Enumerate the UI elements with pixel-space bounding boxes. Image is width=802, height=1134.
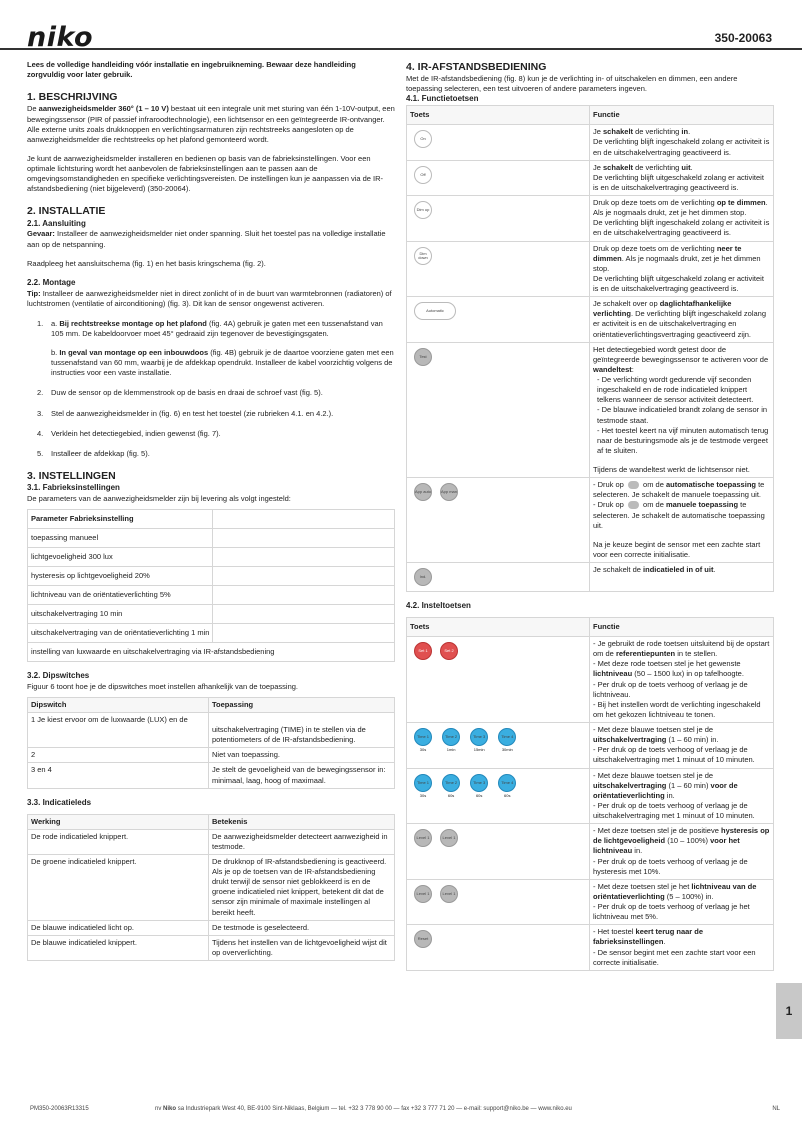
s2-tip: Tip: Installeer de aanwezigheidsmelder niet in direct zonlicht of in de buurt van warmtebronnen (radiatoren) of luchtstromen (ventilatie of airconditioning) (fig. 3). Dit kan de sensor ongewenst activeren. [27, 288, 392, 308]
table-row: Dipswitch Toepassing [28, 697, 395, 712]
table-row: Ind. Je schakelt de indicatieled in of uit. [407, 563, 774, 592]
table-row: Toets Functie [407, 617, 774, 636]
table-row: De blauwe indicatieled knippert. Tijdens het instellen van de lichtgevoeligheid wijst dit op oververlichting. [28, 935, 395, 960]
footer-language: NL [772, 1106, 780, 1112]
list-item: 2. Duw de sensor op de klemmenstrook op de basis en draai de schroef vast (fig. 5). [37, 388, 323, 398]
table-row: lichtgevoeligheid 300 lux [28, 548, 395, 567]
time-3-button-icon: Time 3 [470, 728, 488, 746]
installation-steps [37, 319, 395, 459]
reset-button-icon: Reset [414, 930, 432, 948]
s2-warning: Gevaar: Installeer de aanwezigheidsmelder niet onder spanning. Sluit het toestel pas na volledige installatie aan op de netspanning. [27, 229, 386, 249]
off-button-icon: Off [414, 166, 432, 184]
table-row: uitschakelvertraging 10 min [28, 605, 395, 624]
app-manual-button-icon: App man [440, 483, 458, 501]
s2-reference: Raadpleeg het aansluitschema (fig. 1) en het basis kringschema (fig. 2). [27, 258, 266, 268]
s3-sub-2-text: Figuur 6 toont hoe je de dipswitches moet instellen afhankelijk van de toepassing. [27, 681, 298, 691]
app-manual-inline-icon [628, 501, 639, 509]
setting-keys-table [406, 617, 774, 971]
set-2-button-icon: Set 2 [440, 642, 458, 660]
table-row: 3 en 4 Je stelt de gevoeligheid van de bewegingssensor in: minimaal, laag, hoog of maximaal. [28, 763, 395, 788]
table-row: Off Je schakelt de verlichting uit. De verlichting blijft uitgeschakeld zolang er activiteit is en de uitschakelvertraging geactiveerd is. [407, 160, 774, 195]
set-1-button-icon: Set 1 [414, 642, 432, 660]
level-3-button-icon: Level 1 [414, 885, 432, 903]
table-row: Level 1 Level 1 - Met deze toetsen stel je de positieve hysteresis op de lichtgevoeligheid (10 – 100%) voor het lichtniveau in. - Per druk op de toets verhoog of verlaag je de hysteresis met 10%. [407, 824, 774, 880]
s1-paragraph-2: Je kunt de aanwezigheidsmelder installeren en bedienen op basis van de fabrieksinstellingen. Voor een optimale lichtsturing wordt het aanbevolen de fabrieksinstellingen aan te passen aan de omgevingsomstandigheden en specifieke verlichtingsvereisten. De instellingen kun je aanpassen via de IR-afstandsbediening (niet bijgeleverd) (350-20064). [27, 153, 384, 194]
time-1-button-icon: Time 1 [414, 728, 432, 746]
section-2-title: 2. INSTALLATIE [27, 205, 106, 218]
header-bar [0, 22, 802, 53]
table-row: App auto App man - Druk op om de automatische toepassing te selecteren. Je schakelt de manuele toepassing uit. - Druk op om de manuele toepassing te selecteren. Je schakelt de automatische toepassing uit. Na je keuze begint de sensor met een zachte start voor een correcte initialisatie. [407, 478, 774, 563]
section-4-title: 4. IR-AFSTANDSBEDIENING [406, 61, 547, 73]
time-2-button-icon: Time 2 [442, 728, 460, 746]
automatic-button-icon: Automatic [414, 302, 456, 320]
page-number-tab: 1 [776, 983, 802, 1039]
indicator-button-icon: Ind. [414, 568, 432, 586]
table-row: lichtniveau van de oriëntatieverlichting 5% [28, 586, 395, 605]
niko-logo: niko [27, 22, 94, 53]
table-row: Toets Functie [407, 106, 774, 125]
table-row: hysteresis op lichtgevoeligheid 20% [28, 567, 395, 586]
table-row: Werking Betekenis [28, 814, 395, 829]
orientation-time-4-button-icon: Time 4 [498, 774, 516, 792]
s2-sub-2: 2.2. Montage [27, 277, 76, 287]
time-4-button-icon: Time 4 [498, 728, 516, 746]
s3-sub-1-text: De parameters van de aanwezigheidsmelder zijn bij levering als volgt ingesteld: [27, 493, 291, 503]
footer-code: PM350-20063R13315 [30, 1106, 89, 1112]
table-row: Level 1 Level 1 - Met deze toetsen stel je het lichtniveau van de oriëntatieverlichting (5 – 100%) in. - Per druk op de toets verhoog of verlaag je het lichtniveau met 5%. [407, 879, 774, 925]
indicator-led-table [27, 814, 395, 962]
app-auto-inline-icon [628, 481, 639, 489]
list-item: 4. Verklein het detectiegebied, indien gewenst (fig. 7). [37, 428, 221, 438]
s3-sub-3: 3.3. Indicatieleds [27, 797, 92, 807]
s3-sub-2: 3.2. Dipswitches [27, 671, 90, 681]
table-row: 1 Je kiest ervoor om de luxwaarde (LUX) en de uitschakelvertraging (TIME) in te stellen via de potentiometers of de IR-afstandsbediening. [28, 713, 395, 748]
set-description: - Je gebruikt de rode toetsen uitsluitend bij de opstart om de referentiepunten in te stellen. - Met deze rode toetsen stel je het gewenste lichtniveau (50 – 1500 lux) in op tafelhoogte. - Per druk op de toets verhoog of verlaag je de lichtniveau. - Bij het instellen wordt de verlichting ingeschakeld om het gekozen lichtniveau te tonen. [590, 637, 774, 723]
table-row: uitschakelvertraging van de oriëntatieverlichting 1 min [28, 624, 395, 643]
table-row: Reset - Het toestel keert terug naar de fabrieksinstellingen. - De sensor begint met een zachte start voor een correcte initialisatie. [407, 925, 774, 971]
table-row: Test Het detectiegebied wordt getest door de geïntegreerde bewegingssensor te activeren voor de wandeltest: - De verlichting wordt gedurende vijf seconden ingeschakeld en de rode indicatieled knippert telkens wanneer de sensor activiteit detecteert. - De blauwe indicatieled brandt zolang de sensor in testmode staat. - Het toestel keert na vijf minuten automatisch terug naar de besturingsmode als je de testmode vergeet af te sluiten. Tijdens de wandeltest werkt de lichtsensor niet. [407, 342, 774, 478]
table-row: 2 Niet van toepassing. [28, 748, 395, 763]
s3-sub-1: 3.1. Fabrieksinstellingen [27, 483, 120, 493]
table-row: Dim down Druk op deze toets om de verlichting neer te dimmen. Als je nogmaals drukt, zet je het dimmen stop. De verlichting blijft uitgeschakeld zolang er activiteit is en de uitschakelvertraging geactiveerd is. [407, 241, 774, 297]
level-2-button-icon: Level 1 [440, 829, 458, 847]
app-auto-button-icon: App auto [414, 483, 432, 501]
level-4-button-icon: Level 1 [440, 885, 458, 903]
table-row: toepassing manueel [28, 529, 395, 548]
document-code: 350-20063 [714, 31, 772, 45]
section-1-title: 1. BESCHRIJVING [27, 91, 118, 104]
list-item: 1. a. Bij rechtstreekse montage op het plafond (fig. 4A) gebruik je gaten met een tussenafstand van 105 mm. De kabeldoorvoer moet 45° gedraaid zijn tegenover de bevestigingsgaten. b. In geval van montage op een inbouwdoos (fig. 4B) gebruik je de daartoe voorziene gaten met een tussenafstand van 60 mm, waarbij je de afdekkap opendrukt. Installeer de kabel voorzichtig volgens de instructies voor een vaste installatie. [37, 318, 394, 378]
s4-sub-2: 4.2. Insteltoetsen [406, 601, 471, 611]
table-row: Dim up Druk op deze toets om de verlichting op te dimmen. Als je nogmaals drukt, zet je het dimmen stop. De verlichting blijft ingeschakeld zolang er activiteit is en de uitschakelvertraging geactiveerd is. [407, 196, 774, 242]
footer-address: nv Niko sa Industriepark West 40, BE-9100 Sint-Niklaas, Belgium — tel. +32 3 778 90 00 — fax +32 3 777 71 20 — e-mail: support@niko.be — www.niko.eu [155, 1106, 572, 1112]
intro-text: Lees de volledige handleiding vóór installatie en ingebruikneming. Bewaar deze handleiding zorgvuldig voor later gebruik. [27, 60, 356, 80]
list-item: 5. Installeer de afdekkap (fig. 5). [37, 448, 150, 458]
table-row: Time 1 30s Time 2 1min Time 3 15min Time 4 30min - Met deze blauwe toetsen stel je de uitschakelvertraging (1 – 60 min) in. - Per druk op de toets verhoog of verlaag je de uitschakelvertraging met 1 minuut of 10 minuten. [407, 723, 774, 769]
dim-up-button-icon: Dim up [414, 201, 432, 219]
section-3-title: 3. INSTELLINGEN [27, 469, 116, 482]
on-button-icon: On [414, 130, 432, 148]
s4-sub-1: 4.1. Functietoetsen [406, 94, 479, 104]
left-column [27, 60, 395, 961]
dim-down-button-icon: Dim down [414, 247, 432, 265]
table-row: De blauwe indicatieled licht op. De testmode is geselecteerd. [28, 920, 395, 935]
list-item: 3. Stel de aanwezigheidsmelder in (fig. 6) en test het toestel (zie rubrieken 4.1. en 4.2.). [37, 408, 334, 418]
orientation-time-2-button-icon: Time 2 [442, 774, 460, 792]
level-1-button-icon: Level 1 [414, 829, 432, 847]
table-row: Automatic Je schakelt over op daglichtafhankelijke verlichting. De verlichting blijft ingeschakeld zolang er activiteit is en de uitschakelvertraging en oriëntatieverlichtingsvertraging geactiveerd zijn. [407, 297, 774, 343]
factory-settings-table [27, 509, 395, 662]
table-row: Time 1 30s Time 2 60s Time 3 60s Time 4 60s - Met deze blauwe toetsen stel je de uitschakelvertraging (1 – 60 min) voor de oriëntatieverlichting in. - Per druk op de toets verhoog of verlaag je de uitschakelvertraging met 1 minuut of 10 minuten. [407, 768, 774, 824]
s4-intro: Met de IR-afstandsbediening (fig. 8) kun je de verlichting in- of uitschakelen en dimmen, een andere toepassing selecteren, een test uitvoeren of andere parameters ingeven. [406, 74, 738, 94]
test-button-icon: Test [414, 348, 432, 366]
s1-paragraph-1: De aanwezigheidsmelder 360° (1 – 10 V) bestaat uit een integrale unit met sturing van één 1-10V-output, een bewegingssensor (PIR of passief infraroodtechnologie), een lichtsensor en een geïntegreerde IR-ontvanger. Alle externe units zoals drukknoppen en verlichtingsarmaturen zijn rechtstreeks aangesloten op de aanwezigheidsmelder die rechtstreeks op het plafond gemonteerd wordt. [27, 104, 395, 144]
table-row: Parameter Fabrieksinstelling [28, 510, 395, 529]
orientation-time-1-button-icon: Time 1 [414, 774, 432, 792]
function-keys-table [406, 105, 774, 592]
table-row: On Je schakelt de verlichting in. De verlichting blijft ingeschakeld zolang er activiteit is en de uitschakelvertraging geactiveerd is. [407, 125, 774, 160]
orientation-time-3-button-icon: Time 3 [470, 774, 488, 792]
table-row [407, 637, 774, 723]
s2-sub-1: 2.1. Aansluiting [27, 218, 86, 228]
table-row: De rode indicatieled knippert. De aanwezigheidsmelder detecteert aanwezigheid in testmode. [28, 829, 395, 854]
table-row: De groene indicatieled knippert. De drukknop of IR-afstandsbediening is geactiveerd. Als je op de toetsen van de IR-afstandsbediening drukt terwijl de sensor niet geblokkeerd is en de groene indicatieled niet knippert, betekent dit dat de sensor zijn minimale of maximale instellingen al bereikt heeft. [28, 854, 395, 920]
dipswitch-table [27, 697, 395, 789]
right-column [406, 60, 774, 971]
table-row: instelling van luxwaarde en uitschakelvertraging via IR-afstandsbediening [28, 643, 395, 662]
